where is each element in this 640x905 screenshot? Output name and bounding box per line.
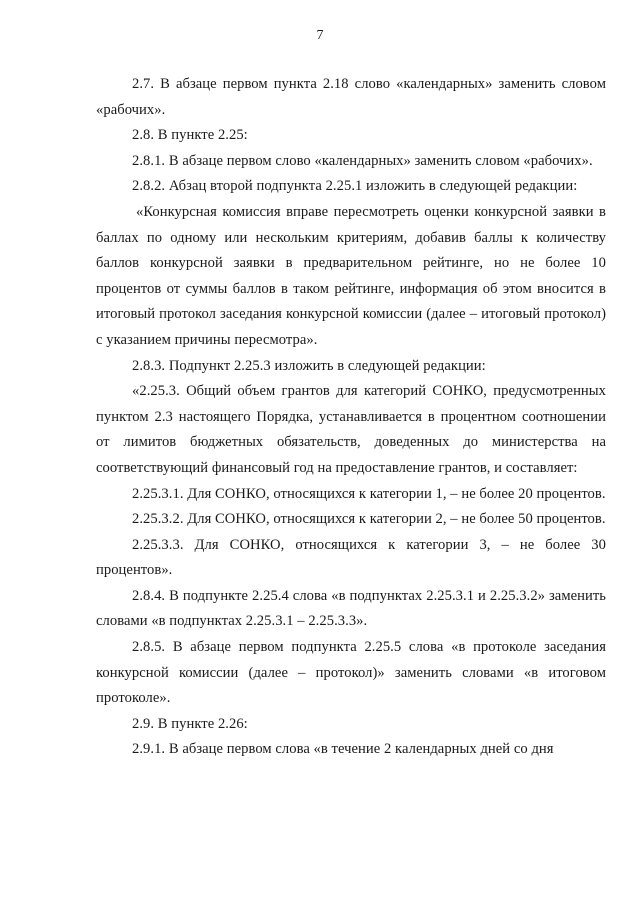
paragraph-2-25-3-2: 2.25.3.2. Для СОНКО, относящихся к категории 2, – не более 50 процентов.	[132, 511, 606, 528]
paragraph-2-7: 2.7. В абзаце первом пункта 2.18 слово «календарных» заменить словом «рабочих».	[96, 76, 606, 118]
paragraph-2-8-3: 2.8.3. Подпункт 2.25.3 изложить в следующей редакции:	[132, 357, 486, 374]
paragraph-2-25-3-1: 2.25.3.1. Для СОНКО, относящихся к категории 1, – не более 20 процентов.	[132, 485, 606, 502]
paragraph-2-9-1: 2.9.1. В абзаце первом слова «в течение 2 календарных дней со дня	[132, 741, 554, 758]
page-number: 7	[316, 28, 324, 43]
paragraph-2-25-3-3: 2.25.3.3. Для СОНКО, относящихся к категории 3, – не более 30 процентов».	[96, 536, 606, 579]
paragraph-2-8-2: 2.8.2. Абзац второй подпункта 2.25.1 изложить в следующей редакции:	[132, 178, 578, 195]
paragraph-2-9: 2.9. В пункте 2.26:	[132, 715, 248, 732]
quoted-paragraph-2-25-3: «2.25.3. Общий объем грантов для категорий СОНКО, предусмотренных пунктом 2.3 настоящего Порядка, устанавливается в процентном соотношении от лимитов бюджетных обязательств, доведенных до министерства на соответствующий финансовый год на предоставление грантов, и составляет:	[96, 383, 606, 476]
document-body	[96, 72, 606, 763]
paragraph-2-8-1: 2.8.1. В абзаце первом слово «календарных» заменить словом «рабочих».	[132, 152, 593, 169]
paragraph-2-8: 2.8. В пункте 2.25:	[132, 127, 248, 144]
paragraph-2-8-4: 2.8.4. В подпункте 2.25.4 слова «в подпунктах 2.25.3.1 и 2.25.3.2» заменить словами «в подпунктах 2.25.3.1 – 2.25.3.3».	[96, 587, 606, 630]
quoted-paragraph-commission: «Конкурсная комиссия вправе пересмотреть оценки конкурсной заявки в баллах по одному или нескольким критериям, добавив баллы к количеству баллов конкурсной заявки в предварительном рейтинге, но не более 10 процентов от суммы баллов в таком рейтинге, информация об этом вносится в итоговый протокол заседания конкурсной комиссии (далее – итоговый протокол) с указанием причины пересмотра».	[96, 203, 606, 348]
paragraph-2-8-5: 2.8.5. В абзаце первом подпункта 2.25.5 слова «в протоколе заседания конкурсной комиссии (далее – протокол)» заменить словами «в итоговом протоколе».	[96, 639, 606, 707]
